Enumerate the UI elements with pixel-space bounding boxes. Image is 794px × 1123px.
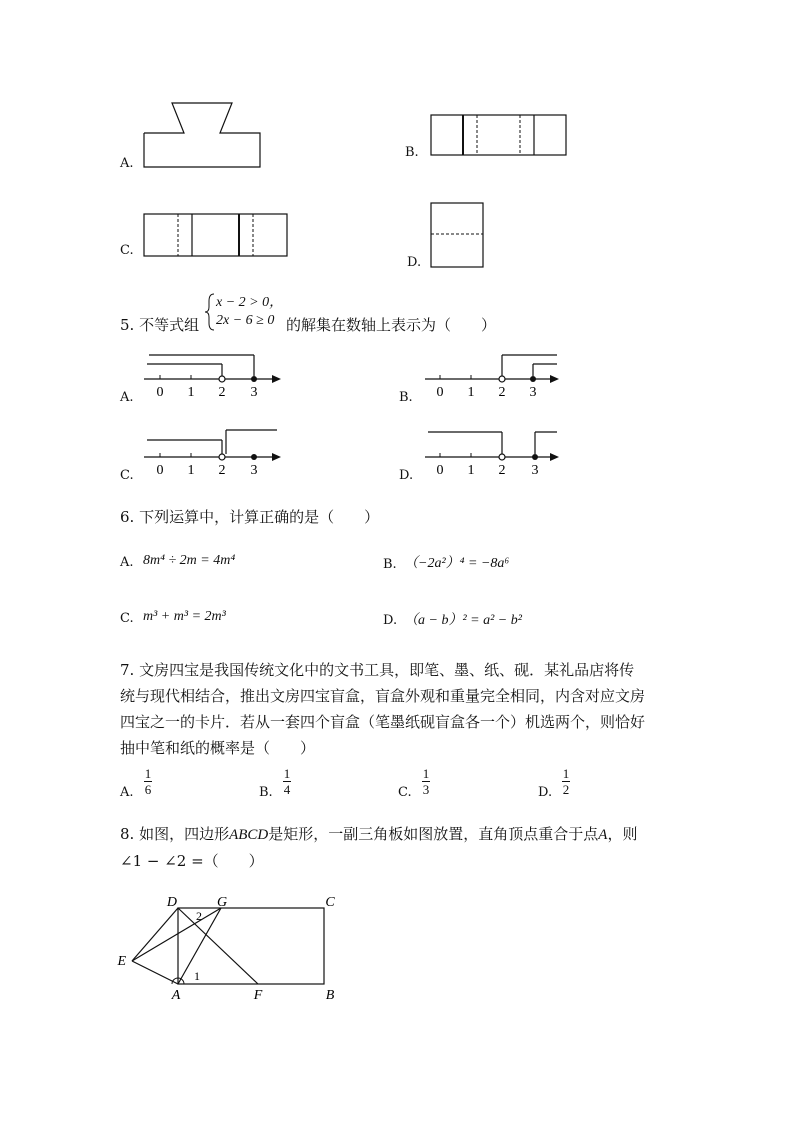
q5-c-tick-2: 2 bbox=[218, 463, 226, 478]
q4-option-d-label: D. bbox=[407, 255, 422, 270]
q8-angle-1: 1 bbox=[194, 969, 200, 983]
q5-option-b-label: B. bbox=[399, 390, 413, 405]
q6-option-a-expr: 8m⁴ ÷ 2m = 4m⁴ bbox=[143, 553, 236, 568]
q7-line3: 四宝之一的卡片．若从一套四个盲盒（笔墨纸砚盲盒各一个）机选两个，则恰好 bbox=[120, 713, 646, 731]
q6-option-c-expr: m³ + m³ = 2m³ bbox=[143, 609, 226, 624]
q8-label-e: E bbox=[117, 954, 126, 969]
q4-option-a-label: A. bbox=[120, 156, 134, 171]
q5-c-tick-1: 1 bbox=[187, 463, 195, 478]
q5-d-tick-0: 0 bbox=[436, 463, 444, 478]
q5-b-tick-2: 2 bbox=[498, 385, 506, 400]
q7-line4: 抽中笔和纸的概率是（ ） bbox=[120, 739, 316, 757]
q5-prefix: 5. 不等式组 bbox=[120, 316, 200, 334]
q8-line1-b: 是矩形，一副三角板如图放置，直角顶点重合于点 bbox=[268, 825, 599, 843]
q8-label-f: F bbox=[253, 988, 263, 1003]
q5-system-line1: x − 2 > 0， bbox=[216, 295, 284, 310]
q6-option-d-expr: （a − b）² = a² − b² bbox=[404, 613, 522, 628]
q7-d-denominator: 2 bbox=[562, 782, 570, 797]
q5-b-tick-0: 0 bbox=[436, 385, 444, 400]
q7-option-c-label: C. bbox=[398, 785, 412, 800]
q7-line2: 统与现代相结合，推出文房四宝盲盒，盲盒外观和重量完全相同，内含对应文房 bbox=[120, 687, 646, 705]
q8-angle-2: 2 bbox=[196, 909, 202, 923]
q6-option-b-expr: （−2a²）⁴ = −8a⁶ bbox=[404, 556, 510, 571]
q5-system-line2: 2x − 6 ≥ 0 bbox=[216, 313, 275, 328]
q8-abcd: ABCD bbox=[229, 827, 269, 843]
q7-b-numerator: 1 bbox=[283, 766, 291, 781]
q5-d-tick-1: 1 bbox=[467, 463, 475, 478]
q7-option-a-label: A. bbox=[120, 785, 134, 800]
q5-d-tick-3: 3 bbox=[531, 463, 539, 478]
q5-option-a-label: A. bbox=[120, 390, 134, 405]
q8-line1-a: 8. 如图，四边形 bbox=[120, 825, 230, 843]
q8-label-a: A bbox=[171, 988, 181, 1003]
q5-c-tick-0: 0 bbox=[156, 463, 164, 478]
q8-line2: ∠1 − ∠2 =（ ） bbox=[120, 852, 264, 870]
q6-option-d-label: D. bbox=[383, 613, 398, 628]
q5-suffix: 的解集在数轴上表示为（ ） bbox=[286, 316, 497, 334]
q5-b-tick-3: 3 bbox=[529, 385, 537, 400]
q7-a-denominator: 6 bbox=[144, 782, 152, 797]
q8-line1-c: ，则 bbox=[607, 825, 638, 843]
q5-b-tick-1: 1 bbox=[467, 385, 475, 400]
q7-b-denominator: 4 bbox=[283, 782, 291, 797]
q7-d-numerator: 1 bbox=[562, 766, 570, 781]
q8-label-b: B bbox=[325, 988, 335, 1003]
q5-c-tick-3: 3 bbox=[250, 463, 258, 478]
q8-label-d: D bbox=[166, 895, 177, 910]
q6-option-b-label: B. bbox=[383, 557, 397, 572]
q4-option-b-label: B. bbox=[405, 145, 419, 160]
q7-c-numerator: 1 bbox=[422, 766, 430, 781]
q5-d-tick-2: 2 bbox=[498, 463, 506, 478]
q7-line1: 7. 文房四宝是我国传统文化中的文书工具，即笔、墨、纸、砚．某礼品店将传 bbox=[120, 661, 635, 679]
q5-option-c-label: C. bbox=[120, 468, 134, 483]
q7-a-numerator: 1 bbox=[144, 766, 152, 781]
q5-a-tick-3: 3 bbox=[250, 385, 258, 400]
q8-label-c: C bbox=[325, 895, 335, 910]
q5-a-tick-2: 2 bbox=[218, 385, 226, 400]
q4-option-c-label: C. bbox=[120, 243, 134, 258]
q8-label-g: G bbox=[216, 895, 228, 910]
q6-stem: 6. 下列运算中，计算正确的是（ ） bbox=[120, 508, 380, 526]
q5-option-d-label: D. bbox=[399, 468, 414, 483]
q5-a-tick-1: 1 bbox=[187, 385, 195, 400]
q7-option-d-label: D. bbox=[538, 785, 553, 800]
q8-point-a: A bbox=[598, 827, 608, 843]
q5-a-tick-0: 0 bbox=[156, 385, 164, 400]
q7-option-b-label: B. bbox=[259, 785, 273, 800]
q7-c-denominator: 3 bbox=[422, 782, 430, 797]
q6-option-c-label: C. bbox=[120, 611, 134, 626]
q6-option-a-label: A. bbox=[120, 555, 134, 570]
